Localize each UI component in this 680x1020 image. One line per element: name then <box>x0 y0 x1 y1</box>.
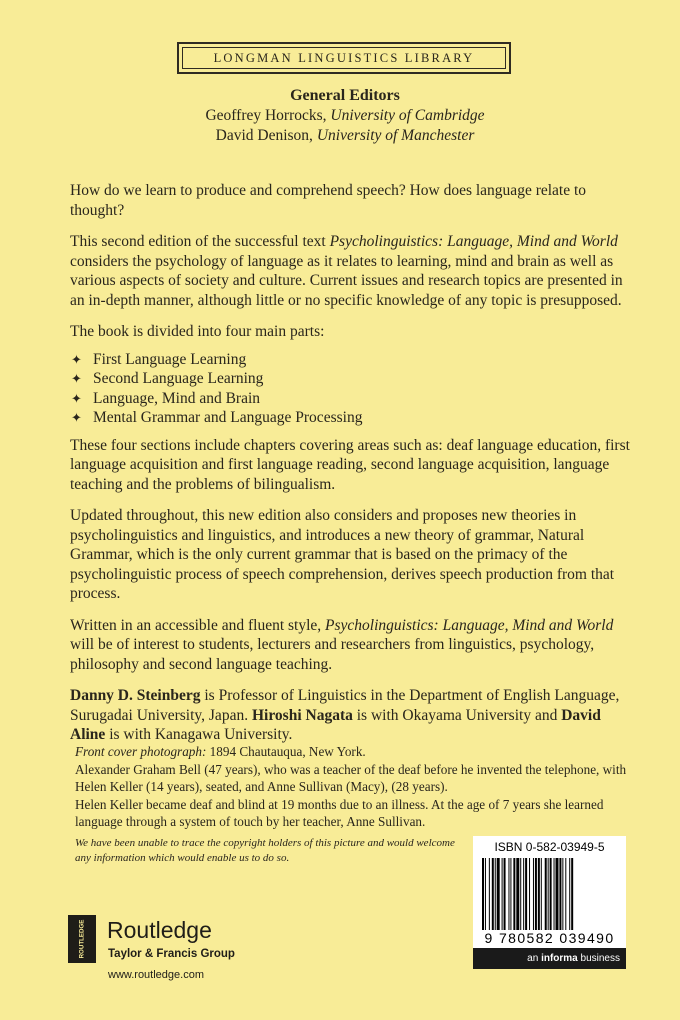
editor-2-affiliation: University of Manchester <box>316 127 475 144</box>
author-bio-fragment: is with Okayama University and <box>352 706 562 724</box>
barcode-bar <box>513 858 515 930</box>
editor-line-2 <box>178 126 512 146</box>
routledge-logo-icon <box>68 915 96 963</box>
publisher-name: Routledge <box>107 917 212 943</box>
bullet-star-icon: ✦ <box>71 371 82 386</box>
general-editors <box>178 86 512 146</box>
series-box <box>177 42 511 74</box>
author-bio-fragment: is Professor of Linguistics in the Department of English Language, Surugadai University, Japan. <box>70 687 620 724</box>
barcode-bar <box>516 858 519 930</box>
barcode-bar <box>485 858 486 930</box>
credit-line-1 <box>75 743 635 761</box>
barcode-bar <box>535 858 537 930</box>
author-name: Hiroshi Nagata <box>251 706 353 724</box>
isbn-label: ISBN 0-582-03949-5 <box>494 840 605 854</box>
barcode-bar <box>545 858 547 930</box>
barcode-bar <box>541 858 542 930</box>
blurb-p6-intro: Written in an accessible and fluent style, <box>70 616 326 634</box>
editor-1-name: Geoffrey Horrocks, <box>205 107 327 124</box>
barcode-bar <box>508 858 509 930</box>
barcode-bar <box>533 858 534 930</box>
band-suffix: business <box>577 953 620 964</box>
parts-list <box>70 350 630 428</box>
list-item <box>70 350 630 370</box>
barcode-bar <box>556 858 559 930</box>
barcode-bar <box>554 858 555 930</box>
author-bio <box>70 686 630 745</box>
blurb-paragraph-4: These four sections include chapters covering areas such as: deaf language education, first language acquisition and first language reading, second language acquisition, language teaching and the problems of bilingualism. <box>70 436 630 493</box>
blurb-p2-rest: considers the psychology of language as it relates to learning, mind and brain as well as various aspects of society and culture. Current issues and research topics are presented in an in-depth manner, although little or no specific knowledge of any topic is presupposed. <box>70 252 623 309</box>
blurb-p2-intro: This second edition of the successful text <box>70 233 330 250</box>
barcode-bar <box>489 858 490 930</box>
band-brand: informa <box>541 953 578 964</box>
list-item <box>70 389 630 409</box>
barcode-bar <box>482 858 484 930</box>
publisher-url[interactable]: www.routledge.com <box>108 969 204 981</box>
barcode-number: 9 780582 039490 <box>484 930 615 946</box>
bullet-star-icon: ✦ <box>71 351 82 367</box>
band-prefix: an <box>527 953 542 964</box>
barcode-bar <box>559 858 561 930</box>
barcode-bar <box>569 858 570 930</box>
credit-label: Front cover photograph: <box>75 744 207 759</box>
list-item-label: Language, Mind and Brain <box>93 389 261 407</box>
barcode-bar <box>571 858 573 930</box>
barcode-bar <box>538 858 540 930</box>
editor-line-1 <box>178 106 512 126</box>
barcode-icon <box>481 858 618 930</box>
editor-2-name: David Denison, <box>215 127 313 144</box>
author-name: David Aline <box>70 706 601 743</box>
barcode-bar <box>510 858 511 930</box>
barcode-bar <box>523 858 524 930</box>
blurb-paragraph-3: The book is divided into four main parts: <box>70 323 325 340</box>
barcode-bar <box>504 858 506 930</box>
barcode-bar <box>525 858 527 930</box>
barcode-bar <box>565 858 566 930</box>
credit-line-3: Helen Keller became deaf and blind at 19 months due to an illness. At the age of 7 years she learned language through a system of touch by her teacher, Anne Sullivan. <box>75 796 604 829</box>
barcode-bar <box>502 858 503 930</box>
barcode-bar <box>548 858 549 930</box>
list-item-label: First Language Learning <box>93 350 247 368</box>
list-item-label: Second Language Learning <box>93 370 264 387</box>
list-item <box>70 369 630 389</box>
bullet-star-icon: ✦ <box>71 410 82 425</box>
editors-heading: General Editors <box>290 87 400 104</box>
credit-location: 1894 Chautauqua, New York. <box>206 744 366 759</box>
isbn-barcode-box <box>473 836 626 969</box>
editor-1-affiliation: University of Cambridge <box>330 107 485 124</box>
list-item <box>70 408 630 428</box>
credit-line-2: Alexander Graham Bell (47 years), who was a teacher of the deaf before he invented the telephone, with Helen Keller (14 years), seated, and Anne Sullivan (Macy), (28 years). <box>75 761 627 794</box>
author-bio-text <box>70 686 630 745</box>
author-name: Danny D. Steinberg <box>70 687 201 704</box>
barcode-bar <box>562 858 563 930</box>
blurb-paragraph-2 <box>70 232 630 310</box>
blurb <box>70 181 630 745</box>
informa-band <box>473 948 626 969</box>
barcode-bar <box>529 858 530 930</box>
blurb-paragraph-6 <box>70 616 630 675</box>
book-title: Psycholinguistics: Language, Mind and World <box>329 233 618 250</box>
barcode-bar <box>550 858 552 930</box>
series-title: LONGMAN LINGUISTICS LIBRARY <box>213 51 475 65</box>
cover-photo-credits <box>75 743 635 831</box>
barcode-bar <box>497 858 500 930</box>
blurb-paragraph-1: How do we learn to produce and comprehend speech? How does language relate to thought? <box>70 182 587 219</box>
barcode-bar <box>495 858 496 930</box>
list-item-label: Mental Grammar and Language Processing <box>93 409 363 426</box>
blurb-p6-rest: will be of interest to students, lecturers and researchers from linguistics, psychology, philosophy and second language teaching. <box>70 636 595 673</box>
publisher-group: Taylor & Francis Group <box>108 948 235 960</box>
barcode-bar <box>492 858 494 930</box>
copyright-note: We have been unable to trace the copyright holders of this picture and would welcome any information which would enable us to do so. <box>75 837 455 864</box>
logo-vertical-text: ROUTLEDGE <box>78 919 86 959</box>
barcode-bar <box>520 858 521 930</box>
blurb-paragraph-5: Updated throughout, this new edition also considers and proposes new theories in psycholinguistics and linguistics, and introduces a new theory of grammar, Natural Grammar, which is the only current grammar that is based on the primacy of the psycholinguistic process of speech comprehension, derives speech production from that process. <box>70 507 615 602</box>
bullet-star-icon: ✦ <box>71 390 82 406</box>
book-title: Psycholinguistics: Language, Mind and World <box>325 616 614 634</box>
author-bio-fragment: is with Kanagawa University. <box>105 726 293 743</box>
